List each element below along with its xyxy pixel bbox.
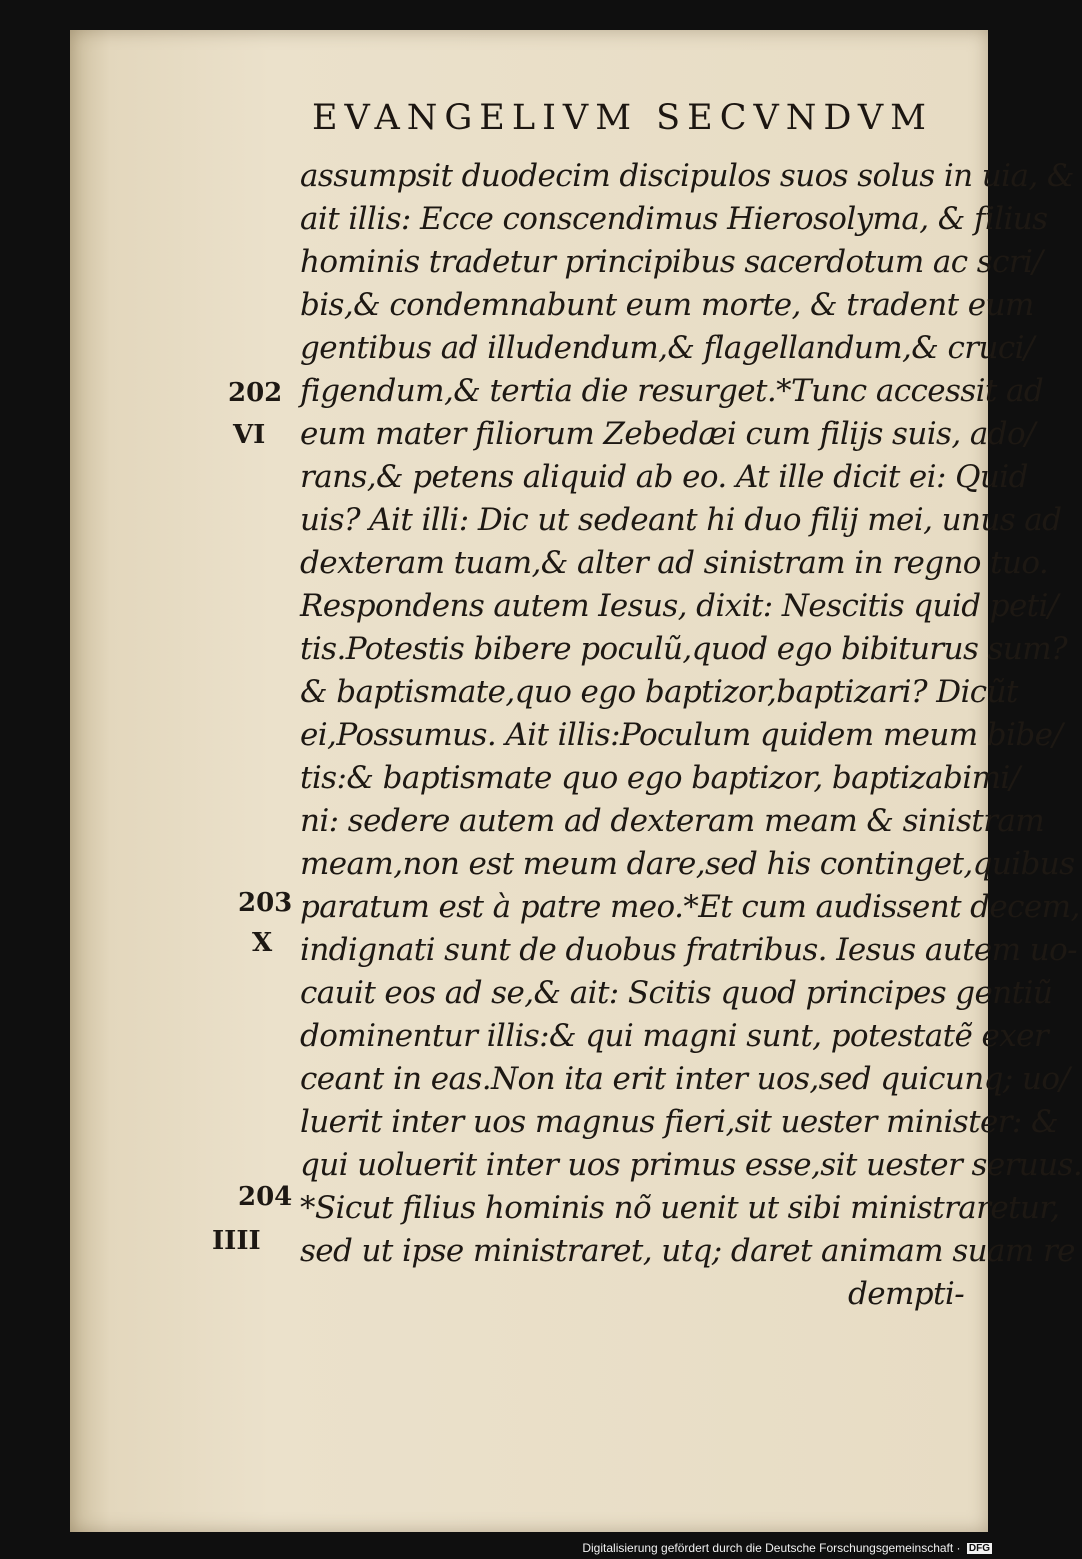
text-line: meam,non est meum dare,sed his continget,quibus xyxy=(300,846,1075,882)
credit-text: Digitalisierung gefördert durch die Deutsche Forschungsgemeinschaft · xyxy=(582,1541,961,1555)
text-line: bis,& condemnabunt eum morte, & tradent eum xyxy=(300,287,1034,323)
text-line: dexteram tuam,& alter ad sinistram in regno tuo. xyxy=(300,545,1049,581)
margin-note: 202 xyxy=(228,378,283,408)
text-line: luerit inter uos magnus fieri,sit uester minister: & xyxy=(300,1104,1058,1140)
margin-note: VI xyxy=(233,420,266,450)
text-line: tis.Potestis bibere poculũ,quod ego bibiturus sum? xyxy=(300,631,1068,667)
text-line: ait illis: Ecce conscendimus Hierosolyma, & filius xyxy=(300,201,1048,237)
margin-note: 203 xyxy=(238,888,293,918)
running-header: EVANGELIVM SECVNDVM xyxy=(312,98,933,138)
text-line: figendum,& tertia die resurget.*Tunc accessit ad xyxy=(300,373,1044,409)
text-line: hominis tradetur principibus sacerdotum ac scri/ xyxy=(300,244,1043,280)
text-line: cauit eos ad se,& ait: Scitis quod principes gentiũ xyxy=(300,975,1053,1011)
text-line: paratum est à patre meo.*Et cum audissent decem, xyxy=(300,889,1080,925)
text-line: tis:& baptismate quo ego baptizor, baptizabimi/ xyxy=(300,760,1020,796)
text-line: rans,& petens aliquid ab eo. At ille dicit ei: Quid xyxy=(300,459,1028,495)
text-line: uis? Ait illi: Dic ut sedeant hi duo filij mei, unus ad xyxy=(300,502,1062,538)
text-line: & baptismate,quo ego baptizor,baptizari? Dicũt xyxy=(300,674,1018,710)
margin-note: X xyxy=(252,928,273,958)
text-line: *Sicut filius hominis nõ uenit ut sibi ministraretur, xyxy=(300,1190,1060,1226)
text-line: assumpsit duodecim discipulos suos solus in uia, & xyxy=(300,158,1074,194)
text-line: qui uoluerit inter uos primus esse,sit uester seruus. xyxy=(300,1147,1082,1183)
text-line: ni: sedere autem ad dexteram meam & sinistram xyxy=(300,803,1045,839)
text-line: eum mater filiorum Zebedæi cum filijs suis, ado/ xyxy=(300,416,1035,452)
margin-note: 204 xyxy=(238,1182,293,1212)
text-line: sed ut ipse ministraret, utq; daret animam suam re xyxy=(300,1233,1075,1269)
margin-note: IIII xyxy=(212,1226,261,1256)
text-line: ceant in eas.Non ita erit inter uos,sed quicunq; uo/ xyxy=(300,1061,1070,1097)
text-line: Respondens autem Iesus, dixit: Nescitis quid peti/ xyxy=(300,588,1058,624)
catchword: dempti- xyxy=(848,1276,965,1312)
text-line: indignati sunt de duobus fratribus. Iesus autem uo- xyxy=(300,932,1078,968)
digitization-credit xyxy=(582,1541,992,1555)
text-line: gentibus ad illudendum,& flagellandum,& cruci/ xyxy=(300,330,1034,366)
text-line: ei,Possumus. Ait illis:Poculum quidem meum bibe/ xyxy=(300,717,1063,753)
text-line: dominentur illis:& qui magni sunt, potestatẽ exer xyxy=(300,1018,1049,1054)
dfg-logo: DFG xyxy=(968,1543,990,1555)
